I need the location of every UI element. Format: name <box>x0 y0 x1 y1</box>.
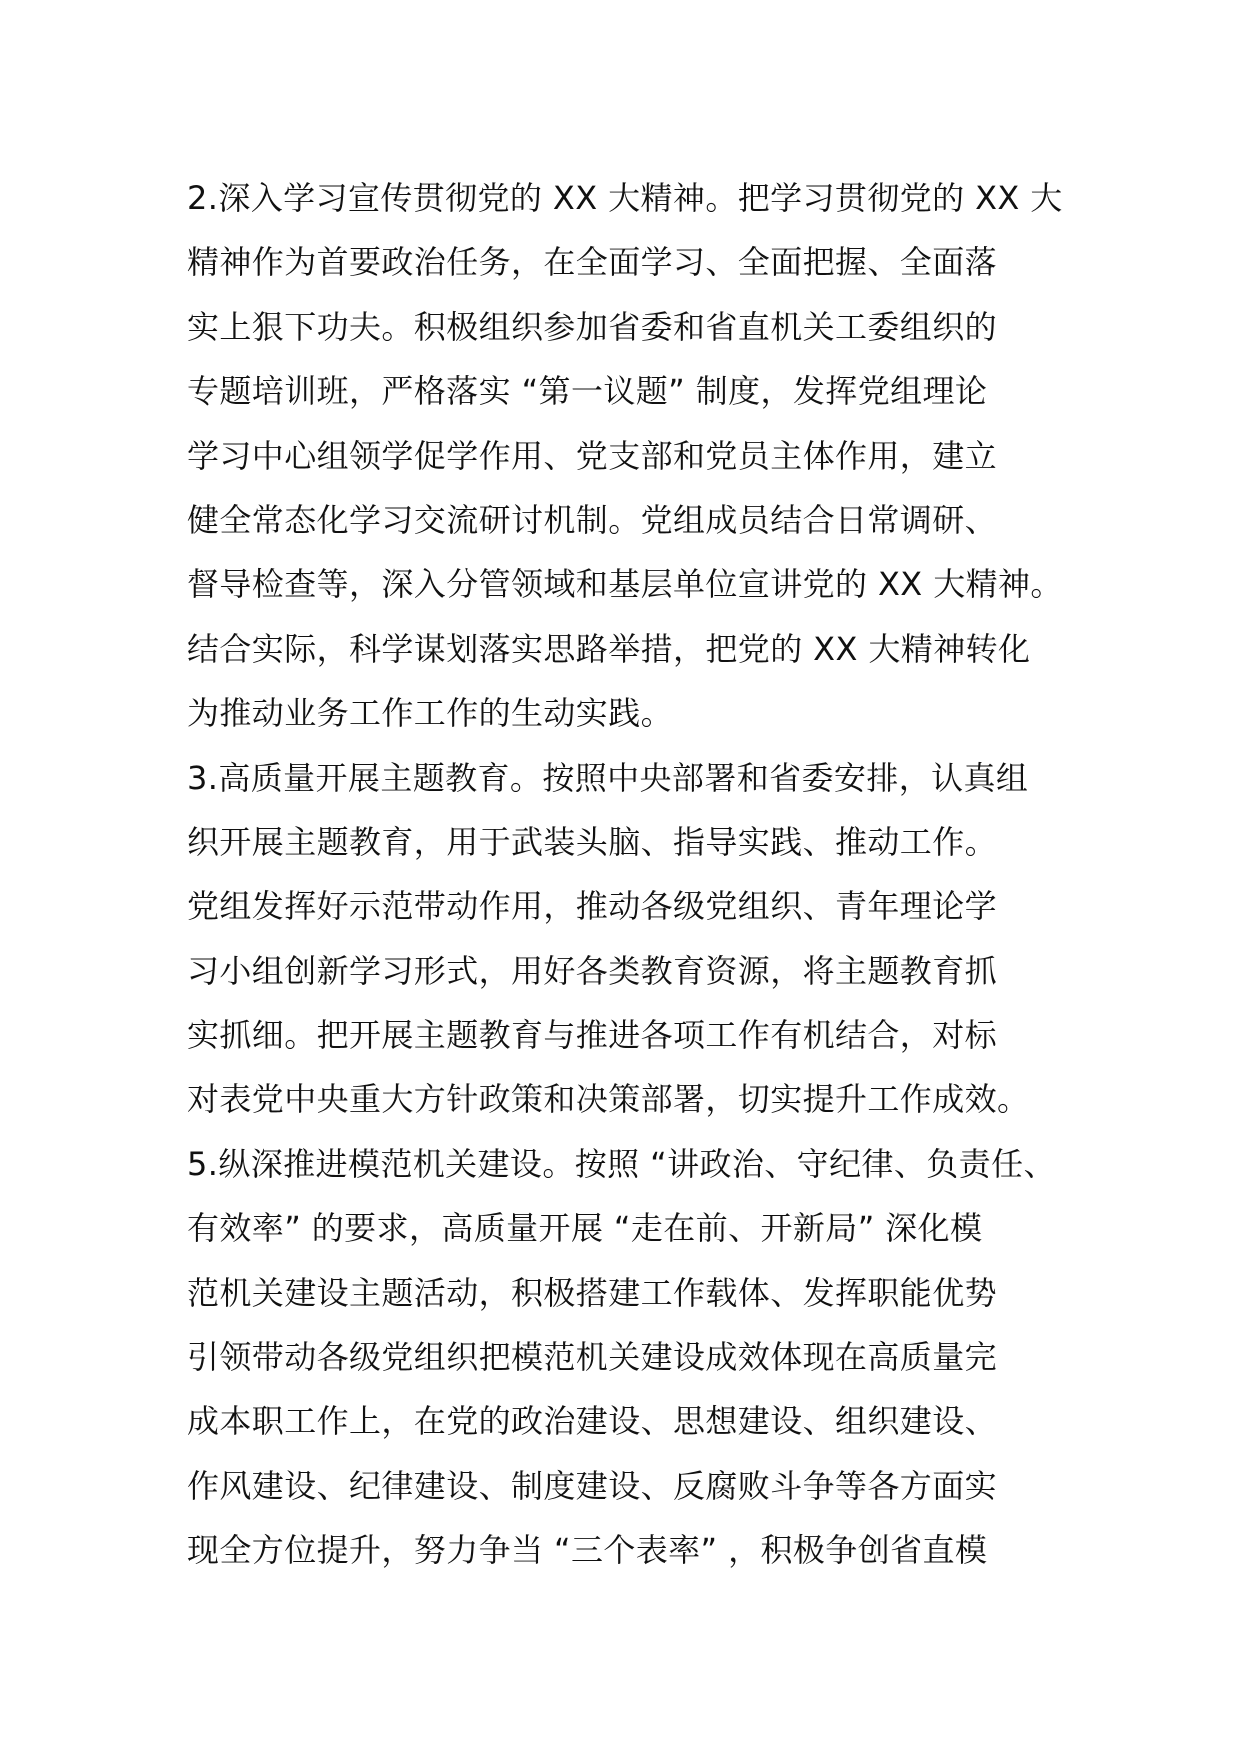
text-line: 织开展主题教育，用于武装头脑、指导实践、推动工作。 <box>187 822 998 861</box>
text-line: 党组发挥好示范带动作用，推动各级党组织、青年理论学 <box>187 887 998 926</box>
text-line: 健全常态化学习交流研讨机制。党组成员结合日常调研、 <box>187 500 998 539</box>
text-line: 5.纵深推进模范机关建设。按照 “讲政治、守纪律、负责任、 <box>187 1144 1056 1183</box>
text-line: 引领带动各级党组织把模范机关建设成效体现在高质量完 <box>187 1338 998 1377</box>
text-line: 督导检查等，深入分管领域和基层单位宣讲党的 XX 大精神。 <box>187 565 1063 604</box>
text-line: 有效率” 的要求，高质量开展 “走在前、开新局” 深化模 <box>187 1209 983 1248</box>
text-line: 结合实际，科学谋划落实思路举措，把党的 XX 大精神转化 <box>187 629 1031 668</box>
text-line: 精神作为首要政治任务，在全面学习、全面把握、全面落 <box>187 243 998 282</box>
text-line: 成本职工作上，在党的政治建设、思想建设、组织建设、 <box>187 1402 998 1441</box>
text-line: 3.高质量开展主题教育。按照中央部署和省委安排，认真组 <box>187 758 1029 797</box>
text-line: 学习中心组领学促学作用、党支部和党员主体作用，建立 <box>187 436 998 475</box>
text-line: 实上狠下功夫。积极组织参加省委和省直机关工委组织的 <box>187 307 998 346</box>
text-line: 为推动业务工作工作的生动实践。 <box>187 694 674 733</box>
text-line: 现全方位提升，努力争当 “三个表率” ，积极争创省直模 <box>187 1531 988 1570</box>
text-line: 范机关建设主题活动，积极搭建工作载体、发挥职能优势 <box>187 1273 998 1312</box>
body-text <box>187 166 1067 1583</box>
text-line: 实抓细。把开展主题教育与推进各项工作有机结合，对标 <box>187 1016 998 1055</box>
text-line: 专题培训班，严格落实 “第一议题” 制度，发挥党组理论 <box>187 372 988 411</box>
text-line: 作风建设、纪律建设、制度建设、反腐败斗争等各方面实 <box>187 1466 998 1505</box>
text-line: 2.深入学习宣传贯彻党的 XX 大精神。把学习贯彻党的 XX 大 <box>187 179 1063 217</box>
text-line: 习小组创新学习形式，用好各类教育资源，将主题教育抓 <box>187 951 998 990</box>
text-line: 对表党中央重大方针政策和决策部署，切实提升工作成效。 <box>187 1080 1030 1119</box>
